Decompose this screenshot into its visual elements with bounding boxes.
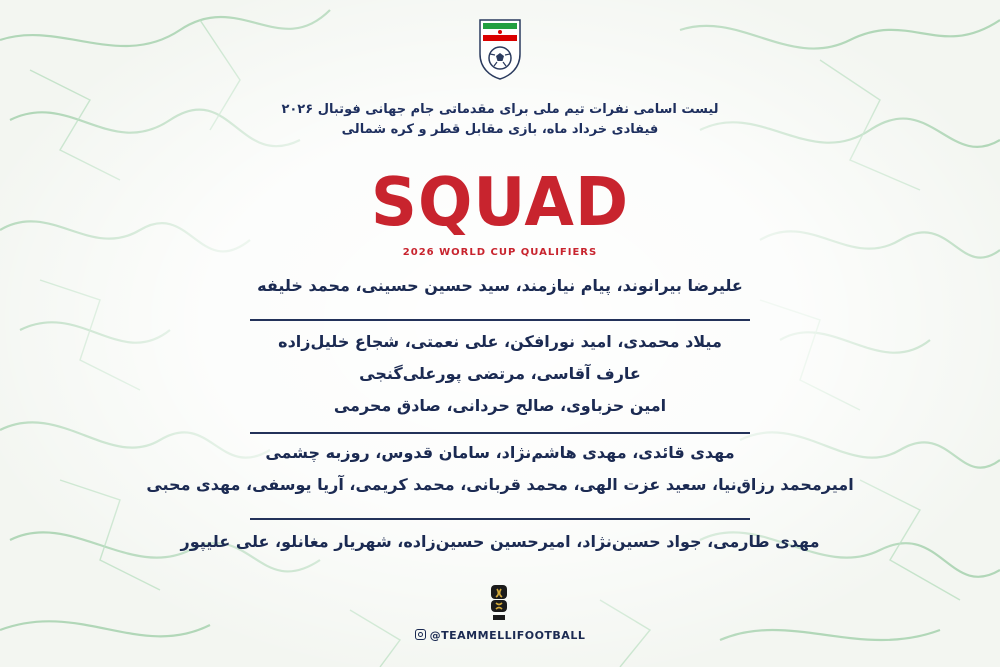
header-title-line-1: لیست اسامی نفرات تیم ملی برای مقدماتی جام جهانی فوتبال ۲۰۲۶ (281, 102, 719, 117)
squad-group-2-line-3: امین حزباوی، صالح حردانی، صادق محرمی (333, 396, 667, 415)
instagram-icon (415, 629, 426, 640)
header-title-line-2: فیفادی خرداد ماه، بازی مقابل قطر و کره شمالی (341, 122, 659, 137)
group-divider-1 (250, 319, 750, 321)
federation-logo-icon (476, 16, 524, 80)
squad-group-2-line-1: میلاد محمدی، امید نورافکن، علی نعمتی، شجاع خلیل‌زاده (278, 332, 722, 351)
squad-group-1-line-1: علیرضا بیرانوند، پیام نیازمند، سید حسین حسینی، محمد خلیفه (257, 276, 743, 295)
squad-group-3-line-1: مهدی قائدی، مهدی هاشم‌نژاد، سامان قدوس، روزبه چشمی (265, 443, 735, 462)
squad-group-2-line-2: عارف آقاسی، مرتضی پورعلی‌گنجی (359, 364, 641, 383)
group-divider-3 (250, 518, 750, 520)
world-cup-trophy-icon (488, 583, 510, 623)
group-divider-2 (250, 432, 750, 434)
squad-group-4-line-1: مهدی طارمی، جواد حسین‌نژاد، امیرحسین حسین‌زاده، شهریار مغانلو، علی علیپور (180, 532, 820, 551)
squad-group-3-line-2: امیرمحمد رزاق‌نیا، سعید عزت الهی، محمد قربانی، محمد کریمی، آریا یوسفی، مهدی محبی (146, 475, 854, 494)
squad-heading: SQUAD (370, 164, 630, 242)
instagram-handle-text: @TEAMMELLIFOOTBALL (429, 629, 586, 642)
squad-subtitle: 2026 WORLD CUP QUALIFIERS (402, 247, 598, 258)
instagram-handle[interactable] (0, 629, 1000, 642)
